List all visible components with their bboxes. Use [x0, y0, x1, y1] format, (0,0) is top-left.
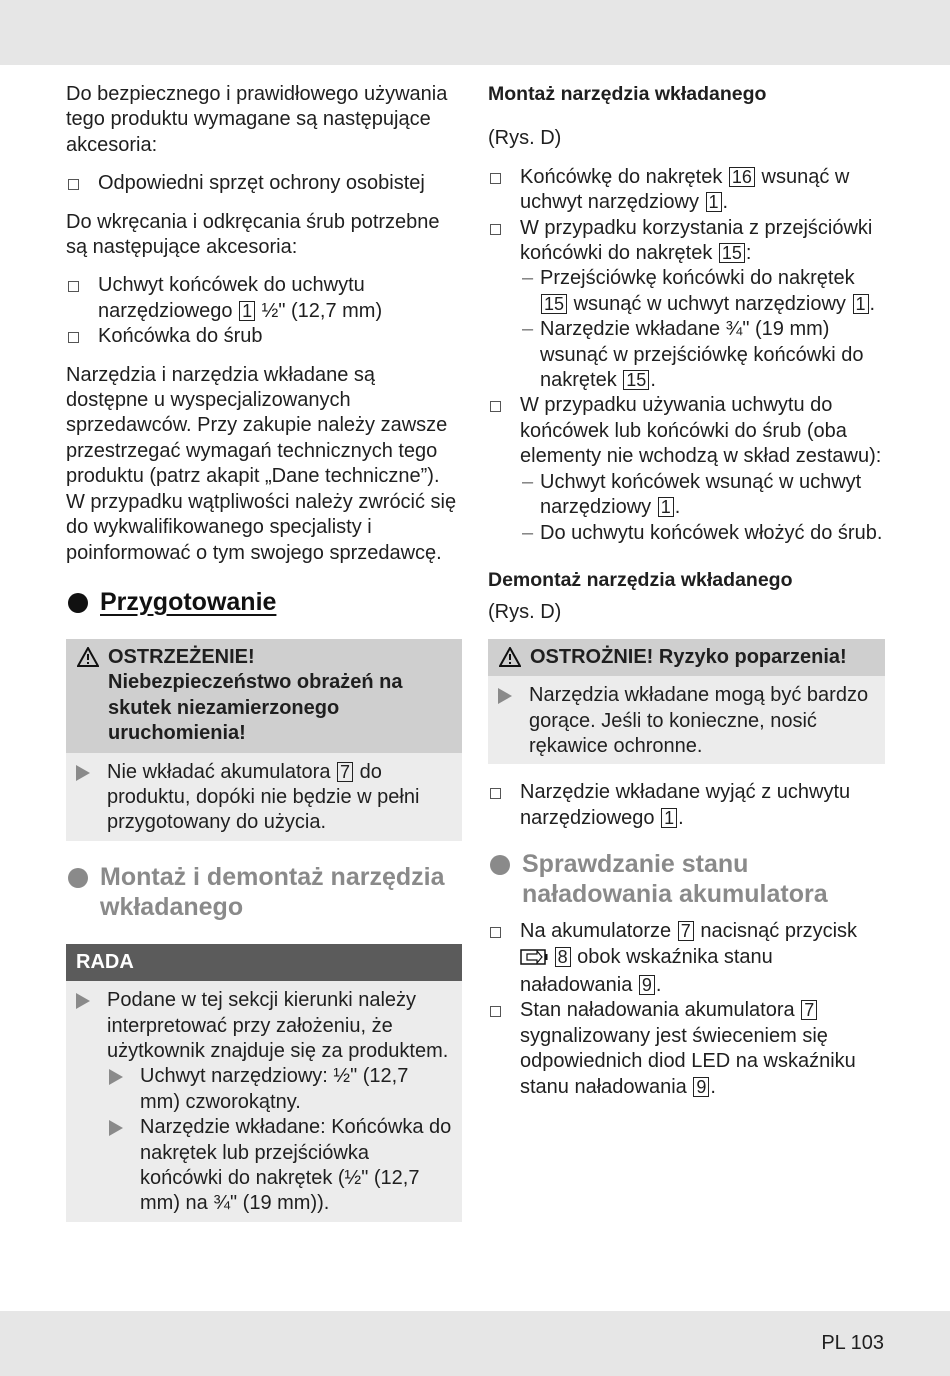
- header-band: [0, 0, 950, 65]
- dealer-paragraph: Narzędzia i narzędzia wkładane są dostępne u wyspecjalizowanych sprzedawców. Przy zakupie należy zawsze przestrzegać wymagań technicznych tego produktu (patrz akapit „Dane techniczne”). W przypadku wątpliwości należy zwrócić się do wykwalifikowanego specjalisty i poinformować o tym swojego sprzedawcę.: [66, 363, 457, 564]
- ref-number: 15: [719, 243, 745, 263]
- list-item: Narzędzie wkładane wyjąć z uchwytu narzędziowego 1 .: [488, 780, 885, 831]
- section-heading-preparation: Przygotowanie: [66, 587, 462, 617]
- dash-icon: –: [522, 318, 534, 341]
- subheading-mounting: Montaż narzędzia wkładanego: [488, 83, 767, 105]
- bullet-dot-icon: [68, 593, 88, 613]
- arrow-right-icon: [498, 688, 512, 704]
- dash-icon: –: [522, 470, 534, 493]
- warning-triangle-icon: [77, 647, 99, 674]
- mounting-steps: [488, 165, 885, 546]
- checkbox-square-icon: [68, 332, 79, 343]
- ref-number: 7: [801, 1000, 817, 1020]
- warning-header: OSTRZEŻENIE! Niebezpieczeństwo obrażeń na skutek niezamierzonego uruchomienia!: [66, 639, 462, 753]
- ref-number: 1: [658, 497, 674, 517]
- page-number: PL 103: [821, 1332, 884, 1354]
- arrow-right-icon: [76, 765, 90, 781]
- caution-header: OSTROŻNIE! Ryzyko poparzenia!: [488, 639, 885, 676]
- checkbox-square-icon: [490, 788, 501, 799]
- left-column: [66, 82, 462, 1228]
- checkbox-square-icon: [490, 927, 501, 938]
- figure-reference: (Rys. D): [488, 127, 562, 150]
- tip-header: RADA: [66, 944, 462, 981]
- arrow-right-icon: [76, 993, 90, 1009]
- bullet-dot-icon: [490, 855, 510, 875]
- warning-body: [66, 753, 462, 841]
- sub-step: – Narzędzie wkładane ¾" (19 mm) wsunąć w przejściówkę końcówki do nakrętek 15 .: [522, 318, 864, 392]
- dash-icon: –: [522, 521, 534, 544]
- checkbox-square-icon: [490, 224, 501, 235]
- list-item: Na akumulatorze 7 nacisnąć przycisk 8 obok wskaźnika stanu naładowania 9 .: [488, 919, 885, 998]
- accessory-list-2: [66, 273, 462, 349]
- list-item: Stan naładowania akumulatora 7 sygnalizowany jest świeceniem się odpowiednich diod LED na wskaźniku stanu naładowania 9 .: [488, 998, 885, 1100]
- list-item: Odpowiedni sprzęt ochrony osobistej: [66, 171, 462, 196]
- tip-subitem: Narzędzie wkładane: Końcówka do nakrętek lub przejściówka końcówki do nakrętek (½" (12,7 mm) na ¾" (19 mm)).: [107, 1115, 452, 1217]
- section-heading-mounting: Montaż i demontaż narzędzia wkładanego: [66, 862, 462, 922]
- ref-number: 15: [623, 370, 649, 390]
- list-item: Końcówka do śrub: [66, 324, 462, 349]
- checkbox-square-icon: [490, 1006, 501, 1017]
- sub-step: – Uchwyt końcówek wsunąć w uchwyt narzędziowy 1 .: [522, 470, 862, 519]
- ref-number: 1: [706, 192, 722, 212]
- ref-number: 7: [678, 921, 694, 941]
- sub-steps: [520, 266, 885, 393]
- battery-button-icon: [520, 948, 548, 973]
- checkbox-square-icon: [490, 173, 501, 184]
- bullet-dot-icon: [68, 868, 88, 888]
- ref-number: 8: [555, 947, 571, 967]
- footer-band: [0, 1311, 950, 1376]
- section-heading-battery-check: Sprawdzanie stanu naładowania akumulatora: [488, 849, 885, 909]
- warning-box: [66, 639, 462, 841]
- right-column: [488, 82, 885, 1113]
- accessory-list-1: [66, 171, 462, 196]
- checkbox-square-icon: [68, 281, 79, 292]
- arrow-right-icon: [109, 1069, 123, 1085]
- ref-number: 9: [639, 975, 655, 995]
- checkbox-square-icon: [68, 179, 79, 190]
- sub-steps: [520, 470, 885, 546]
- caution-box: [488, 639, 885, 765]
- checkbox-square-icon: [490, 401, 501, 412]
- tip-subitem: Uchwyt narzędziowy: ½" (12,7 mm) czworokątny.: [107, 1064, 452, 1115]
- list-item: W przypadku korzystania z przejściówki końcówki do nakrętek 15 : – Przejściówkę końcówki do nakrętek 15 wsunąć w uchwyt narzędziowy 1 . – Narzędzie wkładane ¾" (19 mm) wsunąć w przejściówkę końcówki do nakrętek 15 .: [488, 216, 885, 394]
- intro-paragraph: Do bezpiecznego i prawidłowego używania tego produktu wymagane są następujące akcesoria:: [66, 83, 448, 156]
- battery-steps: [488, 919, 885, 1100]
- tip-box: [66, 944, 462, 1222]
- warning-item: Nie wkładać akumulatora 7 do produktu, dopóki nie będzie w pełni przygotowany do użycia.: [76, 760, 452, 836]
- warning-triangle-icon: [499, 647, 521, 674]
- subheading-dismounting: Demontaż narzędzia wkładanego: [488, 568, 793, 591]
- dash-icon: –: [522, 267, 534, 290]
- tip-item: Podane w tej sekcji kierunki należy interpretować przy założeniu, że użytkownik znajduje się za produktem. Uchwyt narzędziowy: ½" (12,7 mm) czworokątny. Narzędzie wkładane: Końcówka do nakrętek lub przejściówka końcówki do nakrętek (½" (12,7 mm) na ¾" (19 mm)).: [76, 988, 452, 1217]
- arrow-right-icon: [109, 1120, 123, 1136]
- sub-step: – Do uchwytu końcówek włożyć do śrub.: [520, 521, 885, 546]
- ref-number: 1: [239, 301, 255, 321]
- ref-number: 1: [853, 294, 869, 314]
- tip-body: [66, 981, 462, 1222]
- figure-reference: (Rys. D): [488, 601, 562, 624]
- list-item: Końcówkę do nakrętek 16 wsunąć w uchwyt narzędziowy 1 .: [488, 165, 885, 216]
- sub-step: – Przejściówkę końcówki do nakrętek 15 wsunąć w uchwyt narzędziowy 1 .: [522, 267, 876, 315]
- ref-number: 15: [541, 294, 567, 314]
- ref-number: 16: [729, 167, 755, 187]
- list-item: Uchwyt końcówek do uchwytu narzędziowego 1 ½" (12,7 mm): [66, 273, 462, 324]
- ref-number: 1: [661, 808, 677, 828]
- ref-number: 7: [337, 762, 353, 782]
- dismounting-steps: [488, 780, 885, 831]
- screw-paragraph: Do wkręcania i odkręcania śrub potrzebne są następujące akcesoria:: [66, 210, 440, 259]
- ref-number: 9: [693, 1077, 709, 1097]
- caution-body: [488, 676, 885, 764]
- caution-item: Narzędzia wkładane mogą być bardzo gorące. Jeśli to konieczne, nosić rękawice ochronne.: [498, 683, 875, 759]
- list-item: W przypadku używania uchwytu do końcówek lub końcówki do śrub (oba elementy nie wchodzą w skład zestawu): – Uchwyt końcówek wsunąć w uchwyt narzędziowy 1 . – Do uchwytu końcówek włożyć do śrub.: [488, 393, 885, 545]
